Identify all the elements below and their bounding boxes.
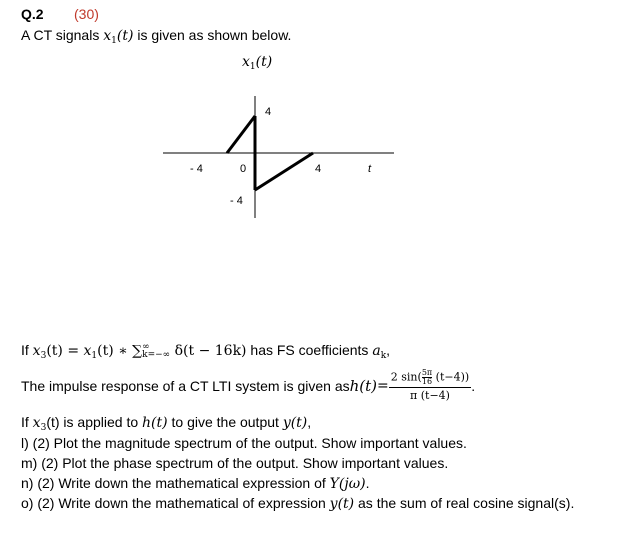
plot-title-var: x [242, 54, 250, 70]
def-sum: ∑ [132, 343, 143, 359]
def-sum-sub: k=−∞ [142, 350, 171, 361]
question-o-math: y(t) [329, 496, 355, 512]
question-number: Q.2 [21, 6, 44, 22]
impulse-numerator [389, 369, 471, 388]
def-coef: a [372, 343, 381, 359]
impulse-num-frac-d: 16 [421, 377, 433, 386]
question-o-post: as the sum of real cosine signal(s). [354, 495, 575, 511]
tick-neg4: - 4 [190, 163, 203, 175]
tick-pos4: 4 [315, 163, 322, 175]
intro-signal: x [103, 28, 112, 44]
apply-mid: (t) is applied to [46, 414, 143, 430]
signal-definition [21, 342, 390, 361]
def-sum-limits [142, 343, 170, 359]
def-sum-sup: ∞ [142, 342, 150, 353]
question-n-math: Y(jω) [329, 476, 366, 492]
def-lhs: x [32, 343, 41, 359]
def-prefix: If [21, 342, 33, 358]
def-eq1: (t) = [46, 343, 84, 359]
def-coef-sub: k [380, 351, 387, 361]
impulse-prefix: The impulse response of a CT LTI system is given as [21, 377, 350, 394]
impulse-end: . [471, 377, 476, 394]
ramp-down-segment [255, 153, 313, 190]
impulse-num-post: (t−4)) [432, 370, 470, 384]
impulse-denominator: π (t−4) [410, 389, 450, 402]
impulse-eq: = [377, 377, 389, 394]
def-end: , [386, 342, 391, 358]
apply-line [21, 414, 311, 433]
impulse-fraction [389, 369, 471, 402]
def-lhs-sub: 3 [40, 351, 47, 361]
apply-x: x [32, 415, 41, 431]
def-x1-sub: 1 [91, 351, 98, 361]
apply-y: y(t) [282, 415, 308, 431]
def-x1-arg: (t) ∗ [97, 343, 133, 359]
apply-mid2: to give the output [167, 414, 283, 430]
intro-prefix: A CT signals [21, 27, 104, 43]
impulse-num-pre: 2 sin( [390, 370, 422, 384]
apply-x-sub: 3 [40, 423, 47, 433]
impulse-response [21, 369, 475, 402]
impulse-num-frac [422, 369, 432, 386]
tick-zero: 0 [240, 163, 247, 175]
question-o [21, 495, 574, 512]
apply-h: h(t) [142, 415, 168, 431]
amplitude-neg4: - 4 [230, 195, 243, 207]
def-x1: x [83, 343, 92, 359]
question-points: (30) [74, 6, 99, 22]
question-l: l) (2) Plot the magnitude spectrum of the output. Show important values. [21, 435, 467, 451]
question-n-post: . [365, 475, 370, 491]
question-o-pre: o) (2) Write down the mathematical of expression [21, 495, 330, 511]
plot-title-sub: 1 [249, 62, 256, 72]
def-delta: δ(t − 16k) [170, 343, 247, 359]
intro-signal-arg: (t) [116, 28, 134, 44]
apply-prefix: If [21, 414, 33, 430]
intro-signal-sub: 1 [111, 36, 117, 46]
intro-suffix: is given as shown below. [133, 27, 292, 43]
amplitude-pos4: 4 [265, 106, 272, 118]
plot-title-arg: (t) [255, 54, 273, 70]
impulse-num-frac-n: 5π [421, 368, 433, 377]
impulse-h: h(t) [349, 376, 378, 395]
question-n [21, 475, 369, 492]
ramp-up-segment [227, 116, 255, 153]
question-m: m) (2) Plot the phase spectrum of the output. Show important values. [21, 455, 449, 471]
axis-label-t: t [368, 163, 372, 175]
question-n-pre: n) (2) Write down the mathematical expression of [21, 475, 330, 491]
apply-end: , [307, 414, 312, 430]
def-suffix: has FS coefficients [246, 342, 373, 358]
